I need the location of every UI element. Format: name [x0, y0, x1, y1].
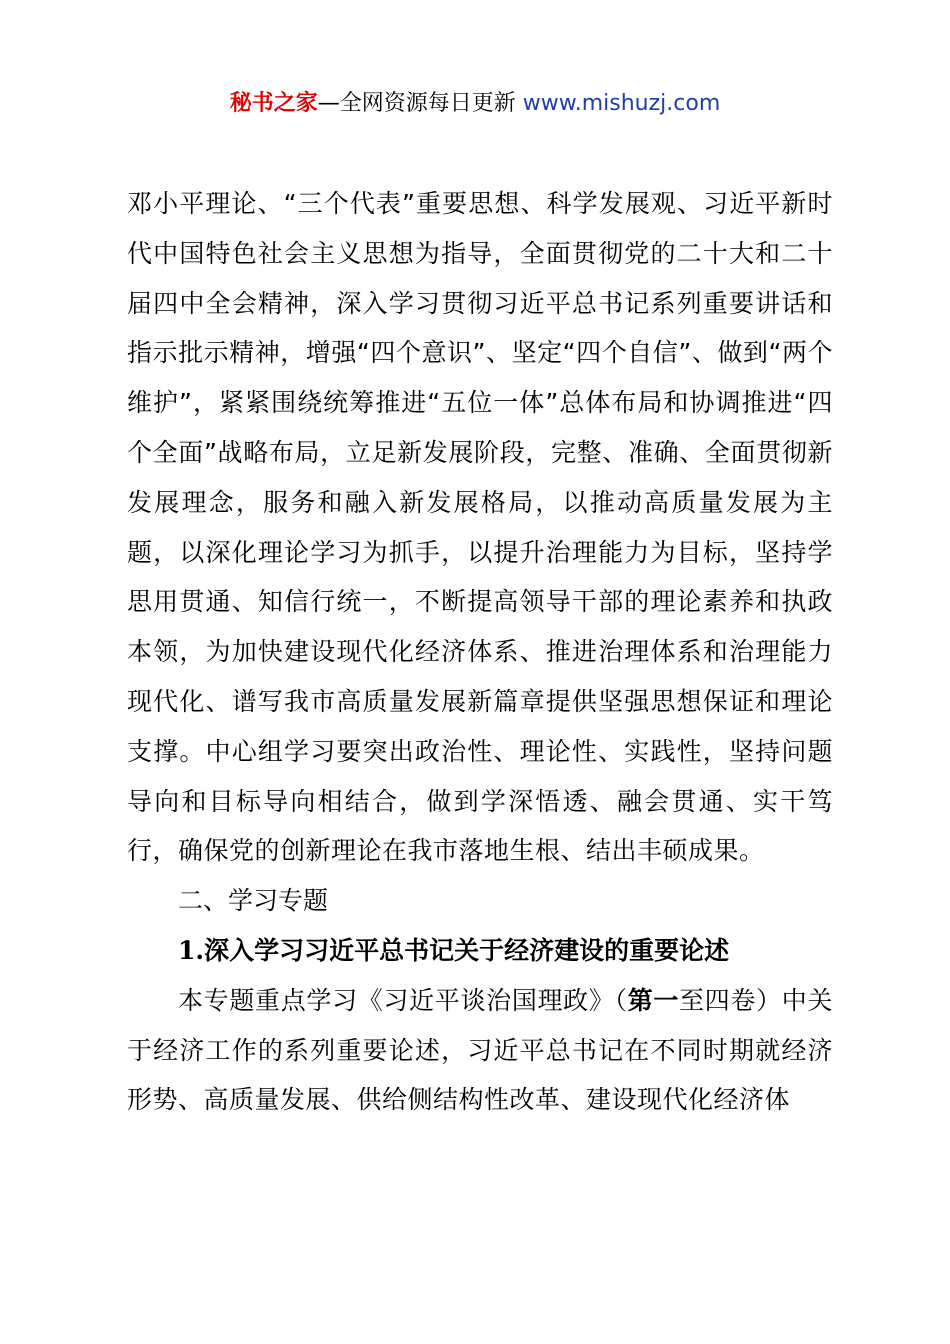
body-paragraph-1: 邓小平理论、“三个代表”重要思想、科学发展观、习近平新时代中国特色社会主义思想为指导，全面贯彻党的二十大和二十届四中全会精神，深入学习贯彻习近平总书记系列重要讲话和指示批示精神，增强“四个意识”、坚定“四个自信”、做到“两个维护”，紧紧围绕统筹推进“五位一体”总体布局和协调推进“四个全面”战略布局，立足新发展阶段，完整、准确、全面贯彻新发展理念，服务和融入新发展格局，以推动高质量发展为主题，以深化理论学习为抓手，以提升治理能力为目标，坚持学思用贯通、知信行统一，不断提高领导干部的理论素养和执政本领，为加快建设现代化经济体系、推进治理体系和治理能力现代化、谱写我市高质量发展新篇章提供坚强思想保证和理论支撑。中心组学习要突出政治性、理论性、实践性，坚持问题导向和目标导向相结合，做到学深悟透、融会贯通、实干笃行，确保党的创新理论在我市落地生根、结出丰硕成果。 [127, 189, 833, 866]
paragraph-2-part-2: 至四卷）中关于经济工作的系列重要论述，习近平总书记在不同时期就经济形势、高质量发展、供给侧结构性改革、建设现代化经济体 [127, 985, 833, 1115]
topic-heading-1: 1.深入学习习近平总书记关于经济建设的重要论述 [178, 935, 730, 965]
paragraph-2-bold: 第一 [627, 985, 680, 1015]
section-heading: 二、学习专题 [178, 886, 329, 916]
document-body [127, 179, 833, 1125]
header-brand: 秘书之家 [229, 91, 318, 116]
header-url-link[interactable]: www.mishuzj.com [522, 91, 721, 116]
site-header [0, 88, 950, 120]
paragraph-2-part-1: 本专题重点学习《习近平谈治国理政》（ [178, 985, 628, 1015]
body-paragraph-2 [127, 976, 833, 1125]
header-tagline: —全网资源每日更新 [317, 91, 523, 116]
